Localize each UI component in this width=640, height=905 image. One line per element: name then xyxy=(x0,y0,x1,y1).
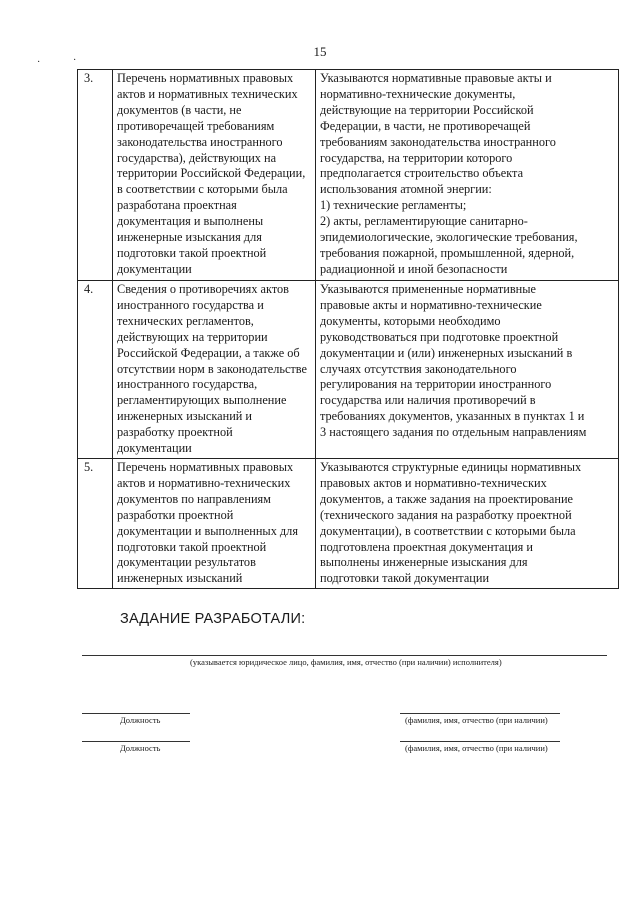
text-line: документов по направлениям xyxy=(117,491,271,506)
text-line: Перечень нормативных правовых xyxy=(117,459,294,474)
text-line: документы, которыми необходимо xyxy=(320,313,501,328)
text-line: инженерных изысканий xyxy=(117,571,243,586)
row-description xyxy=(316,70,619,281)
text-line: Федерации, в части, не противоречащей xyxy=(320,118,531,133)
text-line: документов (в части, не xyxy=(117,102,242,117)
name-line xyxy=(400,713,560,714)
text-line: эпидемиологические, экологические требования, xyxy=(320,230,578,245)
text-line: 3 настоящего задания по отдельным направлениям xyxy=(320,425,587,440)
text-line: 1) технические регламенты; xyxy=(320,198,467,213)
executor-caption: (указывается юридическое лицо, фамилия, имя, отчество (при наличии) исполнителя) xyxy=(190,657,502,667)
footer-heading: ЗАДАНИЕ РАЗРАБОТАЛИ: xyxy=(120,611,306,627)
text-line: радиационной и иной безопасности xyxy=(320,261,508,276)
row-number: 4. xyxy=(78,281,113,459)
text-line: иностранного государства, xyxy=(117,377,258,392)
text-line: документации xyxy=(117,261,192,276)
row-number: 5. xyxy=(78,458,113,588)
position-caption: Должность xyxy=(120,743,161,753)
page-number: 15 xyxy=(313,44,327,59)
text-line: законодательства иностранного xyxy=(117,134,283,149)
text-line: противоречащей требованиям xyxy=(117,118,275,133)
text-line: актов и нормативно-технических xyxy=(117,475,291,490)
text-line: инженерных изысканий и xyxy=(117,409,253,424)
text-line: Сведения о противоречиях актов xyxy=(117,282,289,296)
text-line: иностранного государства и xyxy=(117,297,264,312)
position-line xyxy=(82,713,190,714)
requirements-table xyxy=(77,69,619,589)
table-row xyxy=(78,281,619,459)
text-line: действующие на территории Российской xyxy=(320,102,534,117)
row-title xyxy=(113,281,316,459)
text-line: Перечень нормативных правовых xyxy=(117,71,294,85)
text-line: разработку проектной xyxy=(117,425,233,440)
text-line: государства, на территории которого xyxy=(320,150,513,165)
text-line: разработки проектной xyxy=(117,507,234,522)
row-number: 3. xyxy=(78,70,113,281)
text-line: нормативно-технические документы, xyxy=(320,86,516,101)
text-line: выполнены инженерные изыскания для xyxy=(320,555,528,570)
executor-line xyxy=(82,655,607,656)
table-row xyxy=(78,458,619,588)
text-line: предполагается строительство объекта xyxy=(320,166,524,181)
text-line: правовых актов и нормативно-технических xyxy=(320,475,547,490)
text-line: действующих на территории xyxy=(117,329,268,344)
text-line: подготовки такой проектной xyxy=(117,245,267,260)
text-line: разработана проектная xyxy=(117,198,237,213)
text-line: руководствоваться при подготовке проектной xyxy=(320,329,559,344)
text-line: актов и нормативных технических xyxy=(117,86,298,101)
position-line xyxy=(82,741,190,742)
text-line: подготовлена проектная документация и xyxy=(320,539,533,554)
text-line: документации), в соответствии с которыми была xyxy=(320,523,576,538)
text-line: документации результатов xyxy=(117,555,256,570)
text-line: документации xyxy=(117,441,192,456)
text-line: технических регламентов, xyxy=(117,313,254,328)
text-line: в соответствии с которыми была xyxy=(117,182,288,197)
name-line xyxy=(400,741,560,742)
text-line: подготовки такой документации xyxy=(320,571,490,586)
position-caption: Должность xyxy=(120,715,161,725)
name-caption: (фамилия, имя, отчество (при наличии) xyxy=(405,715,548,725)
text-line: государства или наличия противоречий в xyxy=(320,393,536,408)
text-line: документов, а также задания на проектирование xyxy=(320,491,573,506)
row-title xyxy=(113,70,316,281)
text-line: территории Российской Федерации, xyxy=(117,166,306,181)
text-line: инженерные изыскания для xyxy=(117,230,262,245)
scan-speck: · xyxy=(37,57,41,68)
text-line: документации и (или) инженерных изысканий в xyxy=(320,345,573,360)
row-description xyxy=(316,458,619,588)
text-line: Указываются структурные единицы нормативных xyxy=(320,459,582,474)
scan-speck: · xyxy=(73,55,77,66)
text-line: случаях отсутствия законодательного xyxy=(320,361,517,376)
row-title xyxy=(113,458,316,588)
row-description xyxy=(316,281,619,459)
text-line: Указываются примененные нормативные xyxy=(320,282,536,296)
text-line: (технического задания на разработку проектной xyxy=(320,507,572,522)
text-line: регламентирующих выполнение xyxy=(117,393,287,408)
text-line: требованиях документов, указанных в пунктах 1 и xyxy=(320,409,585,424)
text-line: Российской Федерации, а также об xyxy=(117,345,300,360)
text-line: документации и выполненных для xyxy=(117,523,298,538)
text-line: правовые акты и нормативно-технические xyxy=(320,297,542,312)
name-caption: (фамилия, имя, отчество (при наличии) xyxy=(405,743,548,753)
text-line: требованиям законодательства иностранного xyxy=(320,134,556,149)
text-line: требования пожарной, промышленной, ядерной, xyxy=(320,245,575,260)
text-line: государства), действующих на xyxy=(117,150,277,165)
text-line: отсутствии норм в законодательстве xyxy=(117,361,307,376)
text-line: Указываются нормативные правовые акты и xyxy=(320,71,552,85)
text-line: регулирования на территории иностранного xyxy=(320,377,552,392)
text-line: использования атомной энергии: xyxy=(320,182,492,197)
text-line: подготовки такой проектной xyxy=(117,539,267,554)
text-line: 2) акты, регламентирующие санитарно- xyxy=(320,214,528,229)
table-row xyxy=(78,70,619,281)
text-line: документация и выполнены xyxy=(117,214,264,229)
